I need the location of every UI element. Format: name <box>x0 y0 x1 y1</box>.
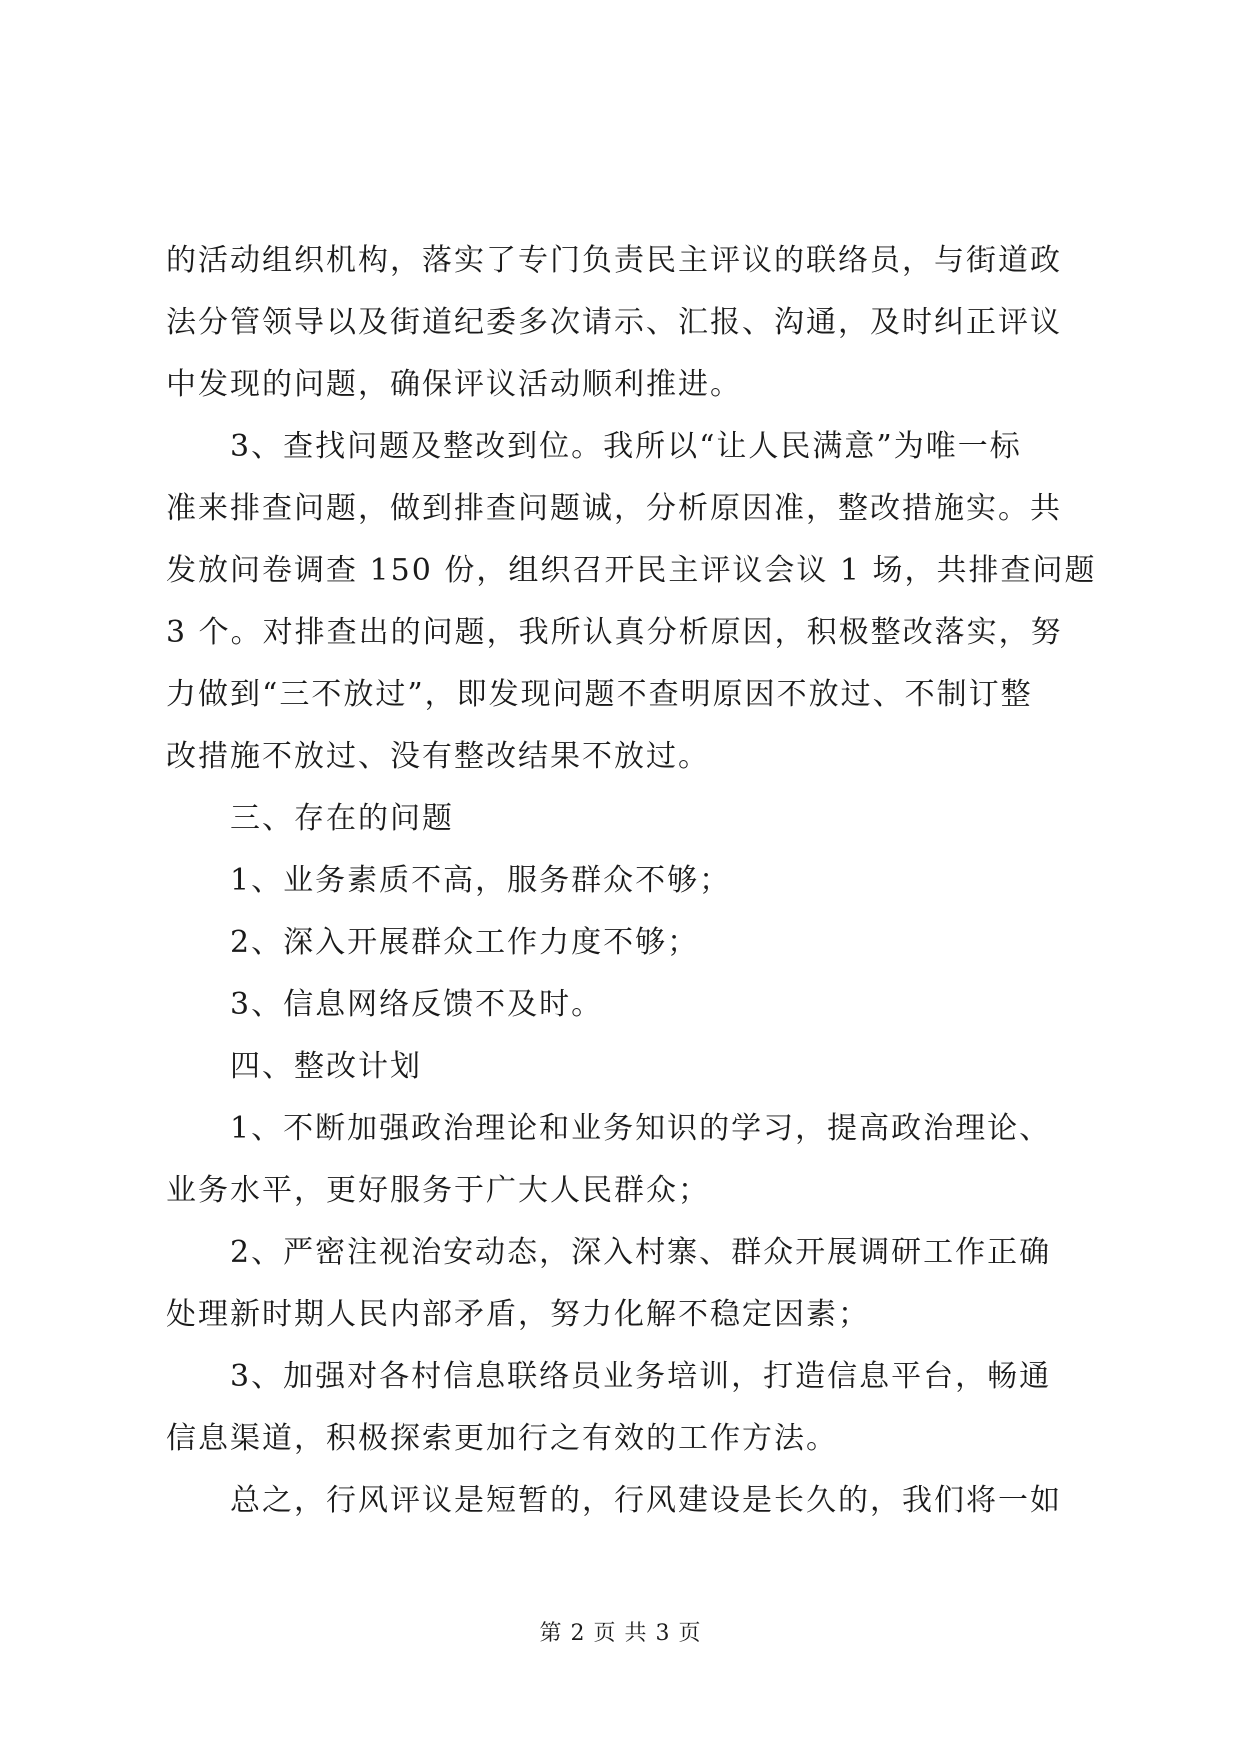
text-line: 中发现的问题，确保评议活动顺利推进。 <box>166 367 742 402</box>
text-line: 3、加强对各村信息联络员业务培训，打造信息平台，畅通 <box>230 1359 1052 1394</box>
text-line: 2、深入开展群众工作力度不够； <box>230 925 700 960</box>
text-line: 业务水平，更好服务于广大人民群众； <box>166 1173 710 1208</box>
text-line: 总之，行风评议是短暂的，行风建设是长久的，我们将一如 <box>230 1483 1062 1518</box>
text-line: 改措施不放过、没有整改结果不放过。 <box>166 739 710 774</box>
text-line: 1、业务素质不高，服务群众不够； <box>230 863 732 898</box>
text-line: 3 个。对排查出的问题，我所认真分析原因，积极整改落实，努 <box>166 615 1063 650</box>
page-number-footer: 第 2 页 共 3 页 <box>539 1621 702 1646</box>
text-line: 四、整改计划 <box>230 1049 422 1084</box>
text-line: 的活动组织机构，落实了专门负责民主评议的联络员，与街道政 <box>166 243 1062 278</box>
text-line: 三、存在的问题 <box>230 801 454 836</box>
text-line: 3、信息网络反馈不及时。 <box>230 987 604 1022</box>
text-line: 力做到“三不放过”，即发现问题不查明原因不放过、不制订整 <box>166 677 1033 712</box>
text-line: 准来排查问题，做到排查问题诚，分析原因准，整改措施实。共 <box>166 491 1062 526</box>
text-line: 3、查找问题及整改到位。我所以“让人民满意”为唯一标 <box>230 429 1022 464</box>
text-line: 2、严密注视治安动态，深入村寨、群众开展调研工作正确 <box>230 1235 1052 1270</box>
document-body <box>166 230 1097 1532</box>
text-line: 处理新时期人民内部矛盾，努力化解不稳定因素； <box>166 1297 870 1332</box>
text-line: 信息渠道，积极探索更加行之有效的工作方法。 <box>166 1421 838 1456</box>
text-line: 发放问卷调查 150 份，组织召开民主评议会议 1 场，共排查问题 <box>166 553 1097 588</box>
text-line: 1、不断加强政治理论和业务知识的学习，提高政治理论、 <box>230 1111 1052 1146</box>
text-line: 法分管领导以及街道纪委多次请示、汇报、沟通，及时纠正评议 <box>166 305 1062 340</box>
